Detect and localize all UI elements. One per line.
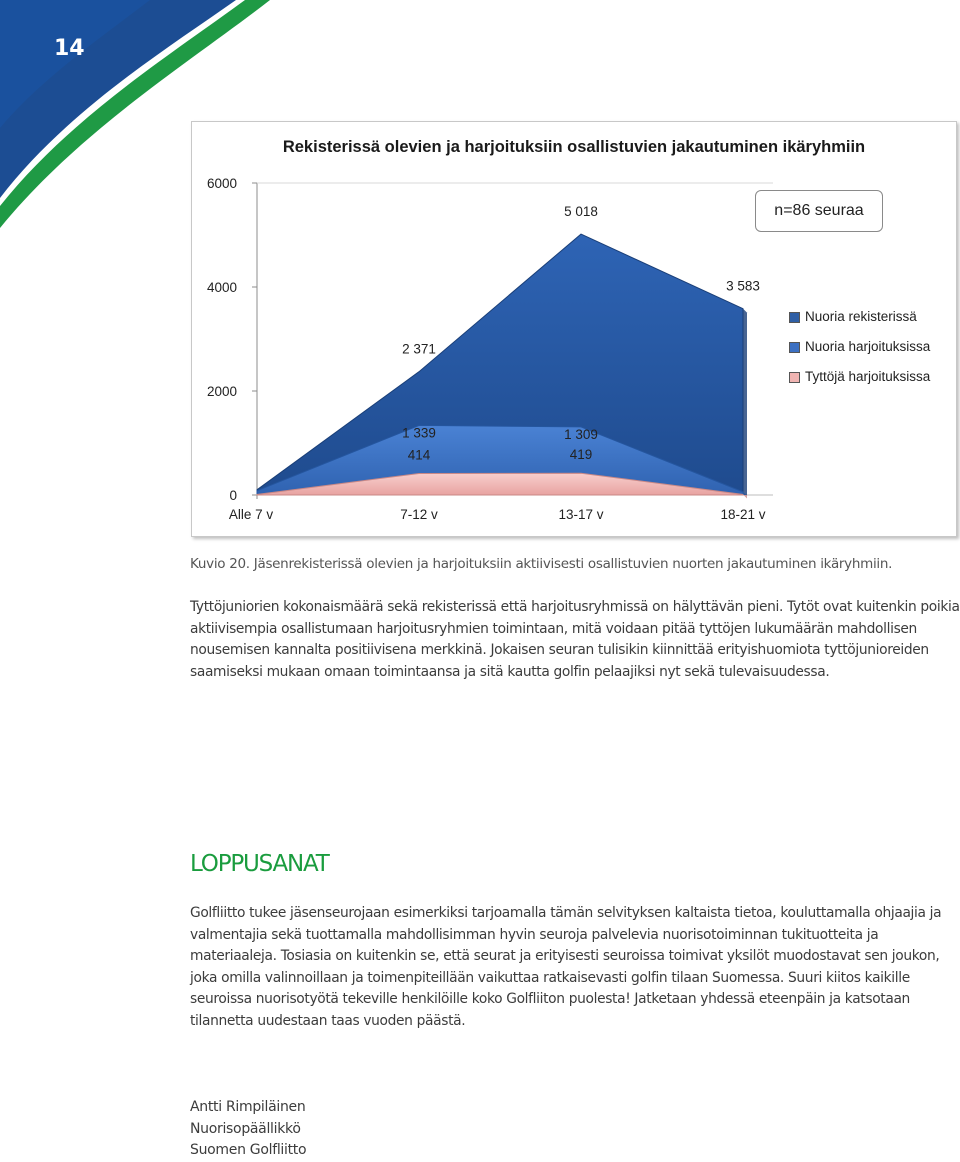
x-tick-label: Alle 7 v	[228, 507, 274, 522]
data-label: 414	[407, 447, 431, 463]
y-tick-label: 2000	[206, 384, 237, 399]
signature-role: Nuorisopäällikkö	[190, 1120, 301, 1137]
figure-caption: Kuvio 20. Jäsenrekisterissä olevien ja harjoituksiin aktiivisesti osallistuvien nuorten jakautuminen ikäryhmiin.	[190, 556, 893, 572]
signature-name: Antti Rimpiläinen	[190, 1099, 306, 1115]
data-label: 5 018	[564, 204, 598, 220]
x-tick-label: 13-17 v	[558, 507, 604, 522]
y-tick-label: 4000	[206, 280, 237, 295]
legend-label: Nuoria rekisterissä	[805, 309, 917, 324]
legend-swatch	[789, 312, 800, 323]
data-label: 419	[569, 447, 593, 463]
y-tick-label: 6000	[206, 176, 237, 191]
data-label: 2 371	[402, 341, 436, 357]
data-label: 1 309	[564, 426, 598, 442]
data-label: 1 339	[402, 425, 436, 441]
legend-swatch	[789, 342, 800, 353]
signature-organization: Suomen Golfliitto	[190, 1142, 307, 1158]
y-tick-label: 0	[229, 488, 237, 503]
body-paragraph: Tyttöjuniorien kokonaismäärä sekä rekisterissä että harjoitusryhmissä on hälyttävän pieni. Tytöt ovat kuitenkin poikia aktiivisempia osallistumaan harjoitusryhmien toimintaan, mitä voidaan pitää tyttöjen lukumäärän mahdollisen nousemisen kannalta positiivisena merkkinä. Jokaisen seuran tulisikin kiinnittää erityishuomiota tyttöjunioreiden saamiseksi mukaan omaan toimintaansa ja sitä kautta golfin pelaajiksi nyt sekä tulevaisuudessa.	[190, 599, 960, 680]
chart-container	[191, 121, 957, 537]
data-label: 3 583	[726, 278, 760, 294]
x-tick-label: 18-21 v	[720, 507, 766, 522]
legend-label: Tyttöjä harjoituksissa	[805, 369, 931, 384]
legend-label: Nuoria harjoituksissa	[805, 339, 931, 354]
body-paragraph: Golfliitto tukee jäsenseurojaan esimerkiksi tarjoamalla tämän selvityksen kaltaista tietoa, kouluttamalla ohjaajia ja valmentajia sekä tuottamalla mahdollisimman hyvin seuroja palvelevia nuorisotoiminnan tukituotteita ja materiaaleja. Tosiasia on kuitenkin se, että seurat ja erityisesti seuroissa toimivat yksilöt muodostavat sen joukon, joka omilla valinnoillaan ja toimenpiteillään vaikuttaa ratkaisevasti golfin tilaan Suomessa. Suuri kiitos kaikille seuroissa nuorisotyötä tekeville henkilöille koko Golfliiton puolesta! Jatketaan yhdessä eteenpäin ja katsotaan tilannetta uudestaan taas vuoden päästä.	[190, 905, 942, 1029]
signature-block	[190, 1097, 306, 1162]
area-chart	[192, 122, 956, 536]
sample-size-annotation: n=86 seuraa	[755, 190, 883, 232]
section-heading: LOPPUSANAT	[190, 851, 329, 877]
legend-swatch	[789, 372, 800, 383]
area-depth-face	[743, 309, 747, 495]
page-number: 14	[54, 36, 85, 61]
x-tick-label: 7-12 v	[400, 507, 438, 522]
chart-title: Rekisterissä olevien ja harjoituksiin osallistuvien jakautuminen ikäryhmiin	[282, 138, 866, 156]
